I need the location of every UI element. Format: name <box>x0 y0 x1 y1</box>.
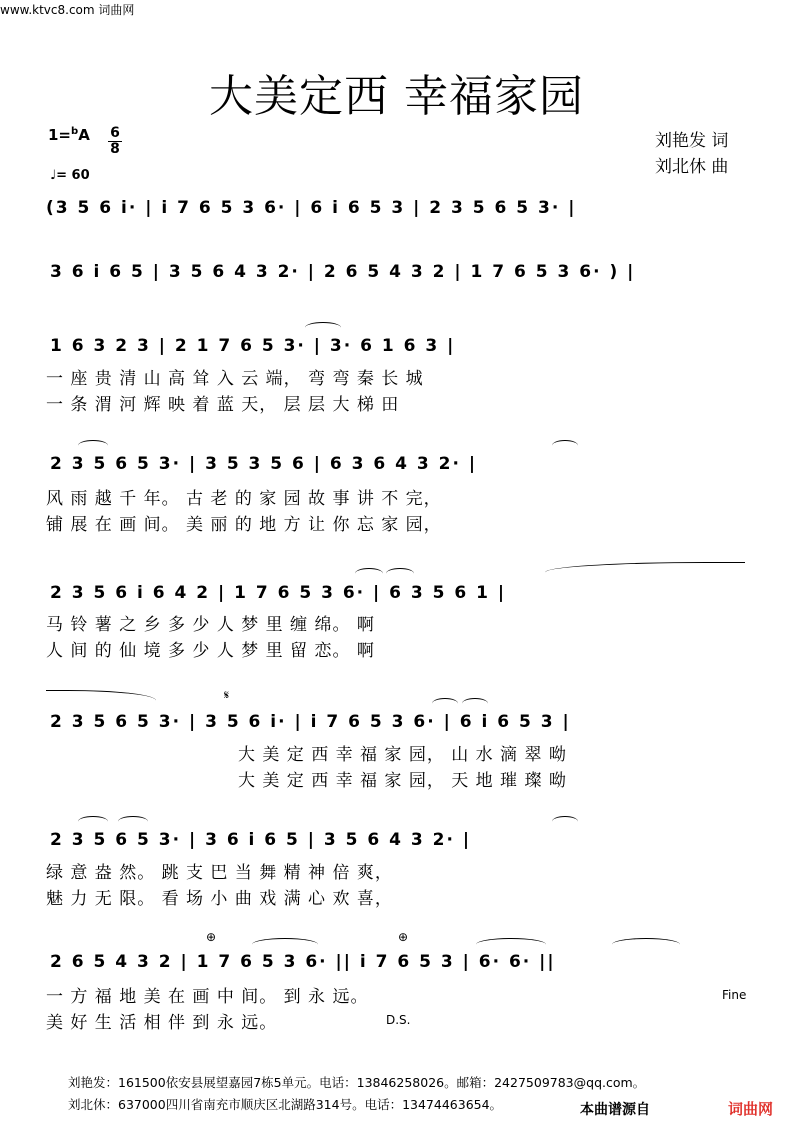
notation-line-4: 2 3 5 6 5 3· | 3 5 3 5 6 | 6 3 6 4 3 2· | <box>50 454 478 474</box>
lyricist-contact: 刘艳发：161500依安县展望嘉园7栋5单元。电话：13846258026。邮箱：2427509783@qq.com。 <box>68 1075 646 1090</box>
key-signature: 1=$^b$A <box>48 126 90 144</box>
slur <box>46 690 156 703</box>
slur <box>552 816 578 827</box>
slur <box>462 698 488 709</box>
lyrics-verse1-line-8: 一 方 福 地 美 在 画 中 间。 到 永 远。 <box>46 987 369 1007</box>
notation-line-2: 3 6 i 6 5 | 3 5 6 4 3 2· | 2 6 5 4 3 2 | 1 7 6 5 3 6· ) | <box>50 262 636 282</box>
notation-line-7: 2 3 5 6 5 3· | 3 6 i 6 5 | 3 5 6 4 3 2· | <box>50 830 472 850</box>
notation-line-8: 2 6 5 4 3 2 | 1 7 6 5 3 6· || i 7 6 5 3 | 6· 6· || <box>50 952 556 972</box>
slur <box>552 440 578 451</box>
slur <box>78 440 108 451</box>
slur <box>386 568 414 579</box>
lyrics-verse2-line-7: 魅 力 无 限。 看 场 小 曲 戏 满 心 欢 喜， <box>46 889 393 909</box>
slur <box>78 816 108 827</box>
lyrics-verse1-line-7: 绿 意 盎 然。 跳 支 巴 当 舞 精 神 倍 爽， <box>46 863 393 883</box>
slur <box>305 322 341 333</box>
slur <box>118 816 148 827</box>
notation-line-3: 1 6 3 2 3 | 2 1 7 6 5 3· | 3· 6 1 6 3 | <box>50 336 456 356</box>
lyrics-verse1-line-4: 风 雨 越 千 年。 古 老 的 家 园 故 事 讲 不 完， <box>46 489 442 509</box>
lyrics-verse1-line-6: 大 美 定 西 幸 福 家 园， 山 水 滴 翠 呦 <box>238 745 567 765</box>
lyricist-credit: 刘艳发 词 <box>655 131 729 151</box>
composer-credit: 刘北休 曲 <box>655 157 729 177</box>
lyrics-verse1-line-3: 一 座 贵 清 山 高 耸 入 云 端， 弯 弯 秦 长 城 <box>46 369 424 389</box>
source-label: 本曲谱源自 <box>578 1099 652 1119</box>
slur <box>355 568 383 579</box>
fine-marking: Fine <box>722 988 747 1002</box>
notation-line-5: 2 3 5 6 i 6 4 2 | 1 7 6 5 3 6· | 6 3 5 6 1 | <box>50 583 507 603</box>
ds-marking: D.S. <box>386 1013 411 1027</box>
song-title: 大美定西 幸福家园 <box>209 71 584 122</box>
tempo-marking: ♩= 60 <box>50 168 90 183</box>
slur <box>545 562 745 575</box>
slur <box>252 938 318 951</box>
slur <box>612 938 680 951</box>
lyrics-verse2-line-4: 铺 展 在 画 间。 美 丽 的 地 方 让 你 忘 家 园， <box>46 515 442 535</box>
lyrics-verse2-line-5: 人 间 的 仙 境 多 少 人 梦 里 留 恋。 啊 <box>46 641 375 661</box>
slur <box>432 698 458 709</box>
lyrics-verse2-line-8: 美 好 生 活 相 伴 到 永 远。 <box>46 1013 278 1033</box>
site-watermark: www.ktvc8.com 词曲网 <box>0 3 135 17</box>
site-logo[interactable]: 词曲网 <box>728 1100 774 1118</box>
slur <box>476 938 546 951</box>
lyrics-verse1-line-5: 马 铃 薯 之 乡 多 少 人 梦 里 缠 绵。 啊 <box>46 615 375 635</box>
coda-sign: ⊕ <box>206 930 217 944</box>
coda-sign-2: ⊕ <box>398 930 409 944</box>
composer-contact: 刘北休：637000四川省南充市顺庆区北湖路314号。电话：13474463654。 <box>68 1097 503 1112</box>
lyrics-verse2-line-6: 大 美 定 西 幸 福 家 园， 天 地 璀 璨 呦 <box>238 771 567 791</box>
notation-line-6: 2 3 5 6 5 3· | 3 5 6 i· | i 7 6 5 3 6· | 6 i 6 5 3 | <box>50 712 571 732</box>
segno-sign: 𝄋 <box>224 688 230 702</box>
lyrics-verse2-line-3: 一 条 渭 河 辉 映 着 蓝 天， 层 层 大 梯 田 <box>46 395 400 415</box>
time-signature: 6 8 <box>108 126 122 157</box>
notation-line-1: (3 5 6 i· | i 7 6 5 3 6· | 6 i 6 5 3 | 2 3 5 6 5 3· | <box>46 198 577 218</box>
